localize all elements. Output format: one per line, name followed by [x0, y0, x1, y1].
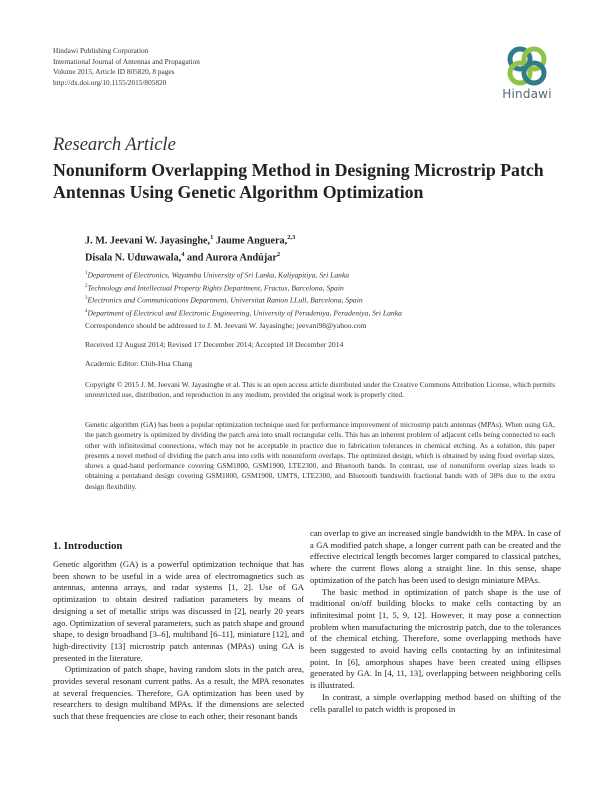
journal-header — [53, 46, 200, 88]
hindawi-logo — [497, 44, 557, 106]
affiliation-item — [85, 306, 402, 319]
affiliation-mark: 3 — [85, 296, 88, 302]
affiliation-item — [85, 268, 402, 281]
publication-dates: Received 12 August 2014; Revised 17 December 2014; Accepted 18 December 2014 — [85, 340, 344, 349]
doi-link[interactable]: http://dx.doi.org/10.1155/2015/805820 — [53, 77, 167, 87]
affiliation-mark: 2 — [85, 283, 88, 289]
paragraph: In contrast, a simple overlapping method based on shifting of the cells parallel to patch width is proposed in — [310, 691, 561, 714]
correspondence-note: Correspondence should be addressed to J. M. Jeevani W. Jayasinghe; jeevani98@yahoo.com — [85, 321, 367, 330]
publisher-name: Hindawi Publishing Corporation — [53, 46, 149, 55]
author-affiliation-mark: 2 — [276, 251, 281, 259]
section-label: Research Article — [53, 135, 176, 155]
logo-wordmark: Hindawi — [502, 87, 552, 101]
author-list — [85, 231, 295, 266]
journal-name: International Journal of Antennas and Propagation — [53, 56, 200, 66]
affiliation-text: Technology and Intellectual Property Rights Department, Fractus, Barcelona, Spain — [87, 283, 344, 293]
author-affiliation-mark: 4 — [181, 251, 185, 259]
academic-editor: Academic Editor: Chih-Hua Chang — [85, 359, 193, 368]
body-column-right — [310, 528, 561, 715]
affiliations — [85, 268, 402, 318]
copyright-notice: Copyright © 2015 J. M. Jeevani W. Jayasinghe et al. This is an open access article distributed under the Creative Commons Attribution License, which permits unrestricted use, distribution, and reproduction in any medium, provided the original work is properly cited. — [85, 380, 555, 400]
paragraph: Genetic algorithm (GA) is a powerful optimization technique that has been shown to be useful in a wide area of electromagnetics such as antennas, antenna arrays, and radar systems [1, 2]. Use of GA optimization to obtain desired radiation parameters by means of designing a set of metallic strips was discussed in [2], nearly 20 years ago. Optimization of several parameters, such as patch shape and ground shape, to design broadband [3–6], multiband [6–11], miniature [12], and high-directivity [13] microstrip patch antennas (MPAs) using GA is presented in the literature. — [53, 559, 304, 663]
affiliation-text: Department of Electrical and Electronic Engineering, University of Peradeniya, Peradeniya, Sri Lanka — [87, 308, 402, 318]
volume-info: Volume 2015, Article ID 805820, 8 pages — [53, 67, 175, 77]
paragraph: The basic method in optimization of patch shape is the use of traditional on/off building blocks to make cells contacting by an infinitesimal point [1, 5, 9, 12]. However, it may pose a connection problem when manufacturing the microstrip patch, due to the tolerances of the chemical etching. Therefore, some overlapping methods have been suggested to avoid having cells contacting by an infinitesimal point. In [6], amorphous shapes have been created using ellipses generated by GA. In [4, 11, 13], overlapping between neighboring cells is illustrated. — [310, 586, 561, 691]
body-column-left — [53, 559, 304, 723]
abstract-text: Genetic algorithm (GA) has been a popular optimization technique used for performance improvement of microstrip patch antennas (MPAs). When using GA, the patch geometry is optimized by dividing the patch area into small rectangular cells. This has an inherent problem of adjacent cells being connected to each other with infinitesimal connections, which may not be acceptable in practice due to fabrication tolerances in chemical etching. As a solution, this paper presents a novel method of dividing the patch area into cells with nonuniform overlaps. The optimized design, which is obtained by using fixed overlap sizes, shows a quad-band performance covering GSM1800, GSM1900, LTE2300, and Bluetooth bands. In contrast, use of nonuniform overlap sizes leads to obtaining a pentaband design covering GSM1800, GSM1900, UMTS, LTE2300, and Bluetooth bandswith fractional bands with of 38% due to the extra design flexibility. — [85, 420, 555, 491]
paragraph: Optimization of patch shape, having random slots in the patch area, provides several resonant current paths. As a result, the MPA resonates at several frequencies. Therefore, GA optimization has been used by researchers to design multiband MPAs. If the dimensions are selected such that these frequencies are close to each other, their resonant bands — [53, 664, 304, 722]
author-name: J. M. Jeevani W. Jayasinghe, — [85, 235, 211, 247]
author-affiliation-mark: 1 — [210, 234, 214, 241]
author-name: and Aurora Andújar — [184, 252, 277, 264]
affiliation-text: Electronics and Communications Department, Universitat Ramon LLull, Barcelona, Spain — [87, 295, 363, 305]
affiliation-text: Department of Electronics, Wayamba University of Sri Lanka, Kuliyapitiya, Sri Lanka — [87, 270, 350, 280]
affiliation-mark: 1 — [85, 271, 88, 276]
introduction-heading: 1. Introduction — [53, 540, 123, 552]
affiliation-item — [85, 293, 402, 306]
paper-title: Nonuniform Overlapping Method in Designing Microstrip Patch Antennas Using Genetic Algorithm Optimization — [53, 160, 544, 202]
affiliation-item — [85, 281, 402, 294]
affiliation-mark: 4 — [85, 308, 88, 314]
hindawi-rings-icon — [505, 44, 549, 88]
author-affiliation-mark: 2,3 — [287, 234, 296, 241]
paragraph: can overlap to give an increased single bandwidth to the MPA. In case of a GA modified patch shape, a longer current path can be created and the effective electrical length becomes larger compared to classical patches, where the current flows along a straight line. In this sense, shape optimization of the patch has been used to design miniature MPAs. — [310, 528, 561, 585]
author-name: Jaume Anguera, — [213, 235, 288, 247]
author-name: Disala N. Uduwawala, — [85, 252, 182, 264]
